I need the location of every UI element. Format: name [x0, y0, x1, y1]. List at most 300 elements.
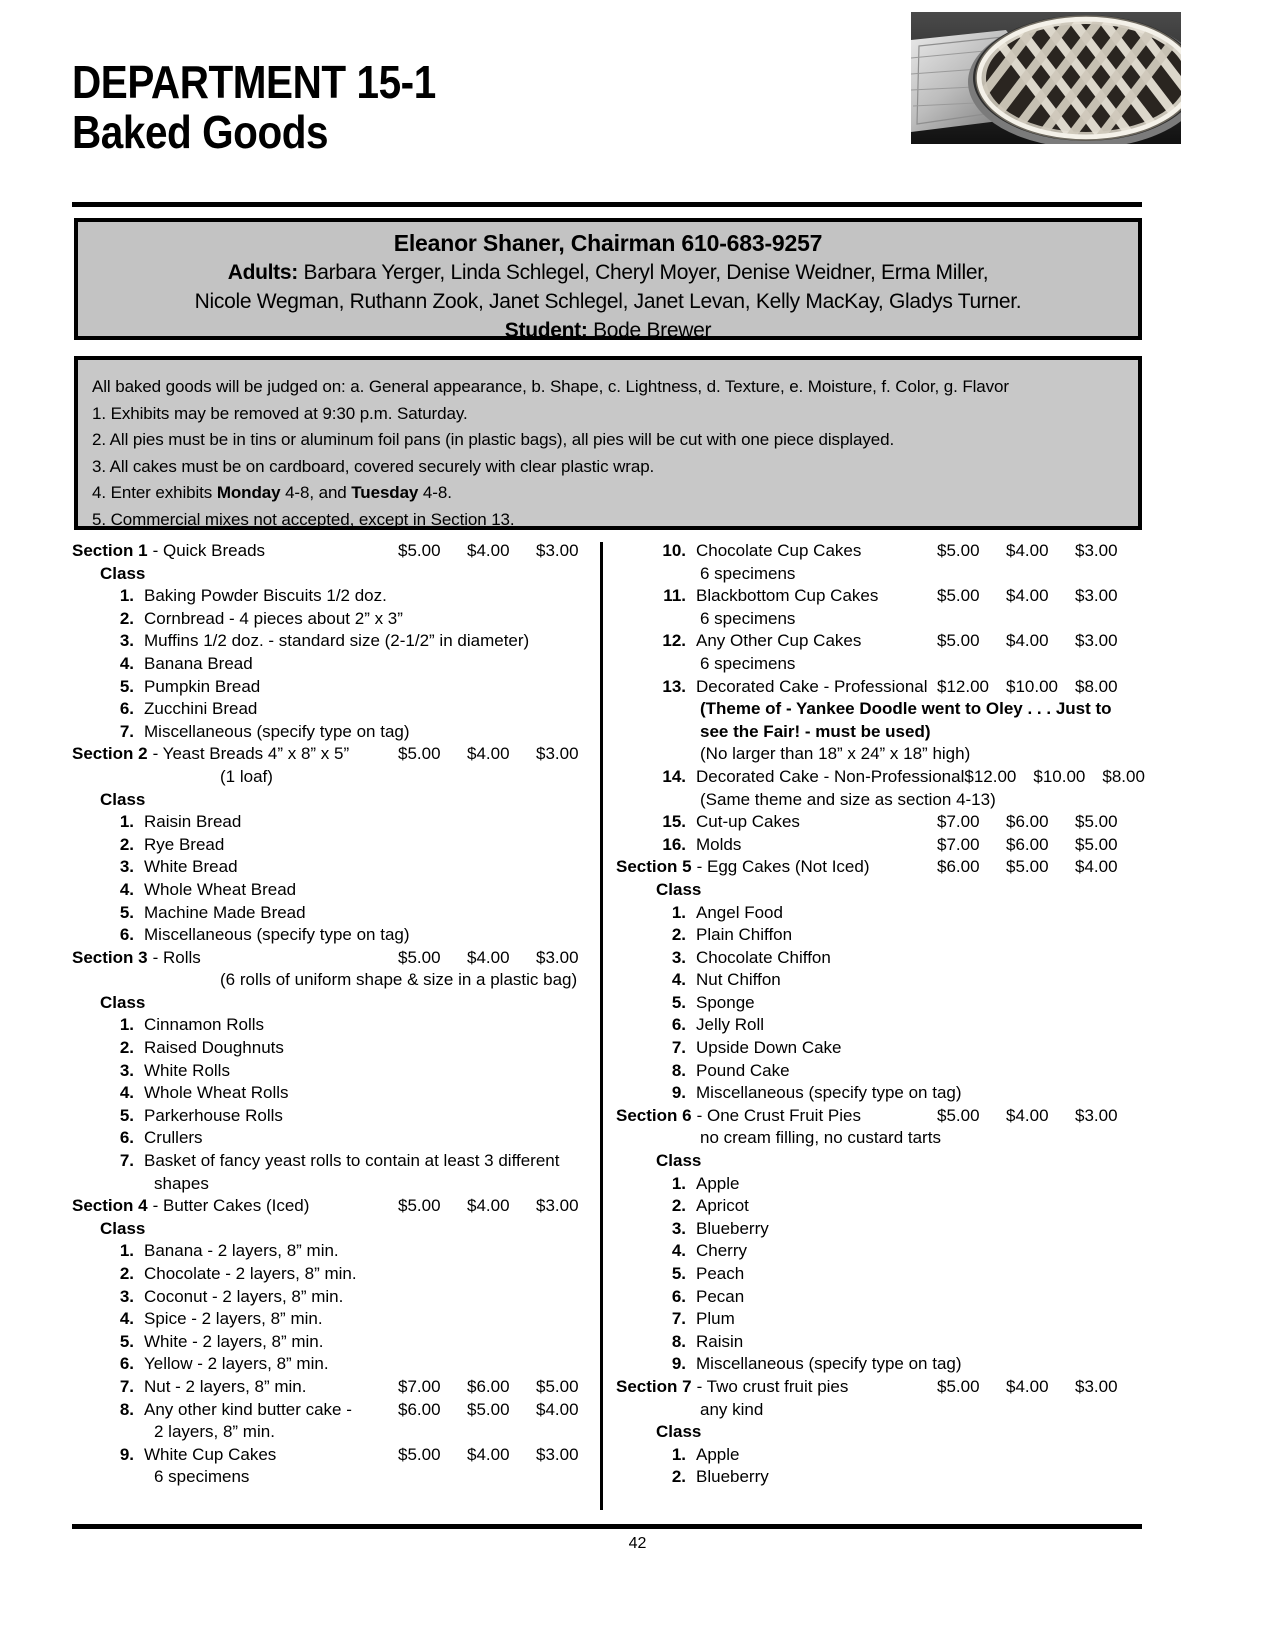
section-label: Section 1: [72, 541, 148, 560]
price-3: $3.00: [536, 1444, 579, 1464]
page-number: 42: [628, 1535, 647, 1552]
class-item-number: 3.: [119, 1060, 134, 1080]
price-1: $7.00: [937, 834, 980, 854]
class-item-number: 4.: [119, 1309, 134, 1329]
class-item-label: Parkerhouse Rolls: [144, 1105, 283, 1125]
class-item: [616, 1218, 1144, 1241]
price-group: [937, 585, 1144, 608]
class-item-number: 1.: [671, 1444, 686, 1464]
section-title: - One Crust Fruit Pies: [696, 1105, 861, 1125]
class-item-label: Plain Chiffon: [696, 925, 793, 945]
class-item-label: Any Other Cup Cakes: [696, 631, 862, 651]
price-2: $5.00: [467, 1399, 510, 1419]
class-item: [616, 1286, 1144, 1309]
student-label: Student:: [504, 318, 588, 342]
class-item: [616, 1240, 1144, 1263]
class-item-number: 3.: [671, 947, 686, 967]
class-item-label: Raisin: [696, 1331, 744, 1351]
section-heading: [72, 947, 600, 970]
class-item-number: 4.: [671, 970, 686, 990]
class-item-number: 9.: [671, 1083, 686, 1103]
class-item: [616, 1466, 1144, 1489]
class-item-label: Angel Food: [696, 902, 783, 922]
class-item-label: Banana Bread: [144, 653, 253, 673]
class-item: [72, 1331, 600, 1354]
class-item-label: Cut-up Cakes: [696, 812, 800, 832]
section-label: Section 7: [616, 1376, 692, 1396]
price-2: $5.00: [1006, 857, 1049, 877]
class-item-label: Apricot: [696, 1196, 749, 1216]
price-2: $6.00: [467, 1376, 510, 1396]
class-item-continuation: 6 specimens: [700, 653, 796, 673]
class-item-continuation: 6 specimens: [154, 1467, 250, 1487]
class-item-label: Crullers: [144, 1128, 203, 1148]
price-1: $12.00: [937, 676, 989, 696]
class-item-label: Decorated Cake - Professional: [696, 676, 928, 696]
rule-item-4: [92, 480, 1138, 507]
price-1: $5.00: [398, 947, 441, 967]
class-item-number: 15.: [662, 812, 686, 832]
chairman-name: Eleanor Shaner, Chairman 610-683-9257: [393, 230, 823, 256]
class-item-number: 1.: [671, 1173, 686, 1193]
price-2: $4.00: [467, 541, 510, 560]
class-item-number: 6.: [119, 699, 134, 719]
section-label: Section 6: [616, 1105, 692, 1125]
class-item-label: Baking Powder Biscuits 1/2 doz.: [144, 586, 387, 606]
price-3: $3.00: [536, 541, 579, 560]
class-item: [616, 902, 1144, 925]
rule-item-5: 5. Commercial mixes not accepted, except in Section 13.: [92, 509, 515, 529]
class-item: [72, 1037, 600, 1060]
class-item-number: 6.: [119, 1354, 134, 1374]
class-item: [72, 1286, 600, 1309]
price-3: $4.00: [536, 1399, 579, 1419]
price-1: $5.00: [398, 541, 441, 560]
class-heading: Class: [100, 992, 146, 1012]
price-group: [937, 1105, 1144, 1128]
price-group: [398, 1376, 600, 1399]
class-item-label: Blueberry: [696, 1218, 769, 1238]
class-item-note: (No larger than 18” x 24” x 18” high): [700, 744, 971, 764]
class-item-label: Upside Down Cake: [696, 1038, 842, 1058]
section-label: Section 3: [72, 947, 148, 967]
class-item: [616, 1353, 1144, 1376]
class-item-continuation: 6 specimens: [700, 608, 796, 628]
class-item-number: 7.: [119, 1376, 134, 1396]
class-item: [616, 1331, 1144, 1354]
price-group: [937, 856, 1144, 879]
class-item-label: White Rolls: [144, 1060, 230, 1080]
class-item: [72, 585, 600, 608]
class-item: [72, 1376, 600, 1399]
class-item-label: Plum: [696, 1309, 735, 1329]
section-title: - Rolls: [152, 947, 201, 967]
class-item-label: Cornbread - 4 pieces about 2” x 3”: [144, 608, 403, 628]
price-group: [937, 1376, 1144, 1399]
class-item-label: Chocolate Chiffon: [696, 947, 831, 967]
student-name: Bode Brewer: [593, 318, 712, 342]
class-item-label: Nut - 2 layers, 8” min.: [144, 1376, 307, 1396]
rule-item-1: 1. Exhibits may be removed at 9:30 p.m. Saturday.: [92, 403, 468, 423]
class-item: [72, 608, 600, 631]
class-item-number: 10.: [662, 541, 686, 560]
class-item: [616, 924, 1144, 947]
class-item-label: Yellow - 2 layers, 8” min.: [144, 1354, 329, 1374]
class-item-number: 1.: [119, 812, 134, 832]
section-title: - Quick Breads: [152, 541, 266, 560]
class-item-number: 7.: [119, 721, 134, 741]
class-item: [616, 834, 1144, 857]
price-1: $5.00: [937, 631, 980, 651]
price-1: $7.00: [398, 1376, 441, 1396]
price-3: $3.00: [1075, 631, 1118, 651]
class-item-number: 2.: [119, 834, 134, 854]
class-item-label: Cherry: [696, 1241, 748, 1261]
class-item-label: Zucchini Bread: [144, 699, 258, 719]
class-item: [72, 1105, 600, 1128]
class-item: [616, 1308, 1144, 1331]
class-item: [616, 969, 1144, 992]
class-item: [72, 1060, 600, 1083]
price-group: [937, 630, 1144, 653]
class-heading: Class: [100, 789, 146, 809]
class-item-number: 16.: [662, 834, 686, 854]
rule-item-3: 3. All cakes must be on cardboard, covered securely with clear plastic wrap.: [92, 456, 655, 476]
class-item: [72, 856, 600, 879]
price-group: [937, 540, 1144, 563]
section-note: any kind: [700, 1399, 764, 1419]
class-item-number: 14.: [662, 766, 686, 786]
price-1: $5.00: [398, 744, 441, 764]
class-item-label: Chocolate - 2 layers, 8” min.: [144, 1264, 357, 1283]
class-item-label: Coconut - 2 layers, 8” min.: [144, 1286, 344, 1306]
section-heading: [616, 1376, 1144, 1399]
class-item: [72, 676, 600, 699]
class-item-number: 4.: [671, 1241, 686, 1261]
class-item: [72, 721, 600, 744]
price-3: $3.00: [1075, 541, 1118, 560]
class-heading: Class: [656, 1422, 702, 1442]
class-item-number: 7.: [119, 1151, 134, 1171]
adults-line-1: [78, 259, 1138, 288]
class-item-number: 1.: [671, 902, 686, 922]
rule-4-prefix: 4. Enter exhibits: [92, 483, 217, 503]
class-item: [72, 834, 600, 857]
class-item-label: Whole Wheat Bread: [144, 879, 297, 899]
rule-4-monday: Monday: [216, 483, 281, 503]
rule-4-mid: 4-8, and: [280, 483, 352, 503]
class-item-number: 9.: [671, 1354, 686, 1374]
class-item-label: Pumpkin Bread: [144, 676, 261, 696]
class-item-label: Machine Made Bread: [144, 902, 306, 922]
class-item-number: 4.: [119, 653, 134, 673]
class-heading: Class: [100, 563, 146, 583]
class-item-number: 9.: [119, 1444, 134, 1464]
section-label: Section 4: [72, 1196, 148, 1216]
class-item-label: Muffins 1/2 doz. - standard size (2-1/2” in diameter): [144, 631, 530, 651]
column-divider: [600, 542, 603, 1510]
class-item-label: Nut Chiffon: [696, 970, 781, 990]
class-item-continuation: 2 layers, 8” min.: [154, 1422, 275, 1442]
class-item-number: 2.: [119, 1264, 134, 1283]
rule-judged-on: All baked goods will be judged on: a. General appearance, b. Shape, c. Lightness, d. Texture, e. Moisture, f. Color, g. Flavor: [92, 377, 1009, 396]
price-group: [937, 676, 1144, 699]
class-item-number: 4.: [119, 1083, 134, 1103]
class-item-theme-note: see the Fair! - must be used): [700, 721, 931, 741]
class-item: [616, 1037, 1144, 1060]
class-item-note: (Same theme and size as section 4-13): [700, 789, 996, 809]
class-item-number: 3.: [119, 857, 134, 877]
price-3: $3.00: [536, 947, 579, 967]
class-item: [616, 540, 1144, 563]
price-3: $3.00: [1075, 1376, 1118, 1396]
price-1: $5.00: [398, 1196, 441, 1216]
department-number: DEPARTMENT 15-1: [72, 56, 436, 108]
class-heading: Class: [656, 1151, 702, 1171]
price-group: [398, 1399, 600, 1422]
section-note: (6 rolls of uniform shape & size in a plastic bag): [220, 970, 578, 990]
class-item-label: Molds: [696, 834, 742, 854]
left-column: [72, 540, 600, 1489]
price-group: [398, 1444, 600, 1467]
class-item-label: Decorated Cake - Non-Professional: [696, 766, 965, 786]
class-item: [616, 1263, 1144, 1286]
class-item: [72, 1240, 600, 1263]
class-item: [72, 1014, 600, 1037]
price-1: $5.00: [398, 1444, 441, 1464]
class-item: [616, 1195, 1144, 1218]
price-2: $6.00: [1006, 834, 1049, 854]
price-3: $8.00: [1075, 676, 1118, 696]
class-item-number: 1.: [119, 1241, 134, 1261]
section-title: - Egg Cakes (Not Iced): [696, 857, 870, 877]
class-item: [72, 1082, 600, 1105]
class-item-number: 2.: [671, 1467, 686, 1487]
class-item-label: Basket of fancy yeast rolls to contain at least 3 different: [144, 1151, 560, 1171]
class-item-number: 7.: [671, 1309, 686, 1329]
class-item-label: Apple: [696, 1444, 740, 1464]
price-1: $5.00: [937, 1105, 980, 1125]
class-item: [72, 1263, 600, 1286]
class-item-number: 3.: [119, 1286, 134, 1306]
rule-item-2: 2. All pies must be in tins or aluminum foil pans (in plastic bags), all pies will be cut with one piece displayed.: [92, 430, 895, 450]
class-item-number: 2.: [119, 1038, 134, 1058]
class-item: [72, 1150, 600, 1173]
section-note: no cream filling, no custard tarts: [700, 1128, 941, 1148]
section-heading: [616, 856, 1144, 879]
class-item: [72, 1308, 600, 1331]
class-item-number: 1.: [119, 586, 134, 606]
price-1: $7.00: [937, 812, 980, 832]
price-group: [937, 834, 1144, 857]
class-item: [72, 902, 600, 925]
class-item-label: Sponge: [696, 992, 755, 1012]
class-item: [72, 811, 600, 834]
class-item: [616, 1173, 1144, 1196]
class-item: [616, 811, 1144, 834]
adults-names-1: Barbara Yerger, Linda Schlegel, Cheryl Moyer, Denise Weidner, Erma Miller,: [303, 261, 989, 285]
class-item-label: Spice - 2 layers, 8” min.: [144, 1309, 323, 1329]
class-item-number: 2.: [671, 925, 686, 945]
class-item-label: Raisin Bread: [144, 812, 242, 832]
class-item-label: Rye Bread: [144, 834, 225, 854]
class-item: [72, 879, 600, 902]
class-item: [72, 1444, 600, 1467]
class-item-label: Blackbottom Cup Cakes: [696, 586, 879, 606]
class-item: [616, 947, 1144, 970]
class-item-number: 6.: [671, 1015, 686, 1035]
class-item-label: Any other kind butter cake -: [144, 1399, 352, 1419]
price-3: $5.00: [1075, 812, 1118, 832]
class-item: [72, 1353, 600, 1376]
price-2: $4.00: [1006, 541, 1049, 560]
class-item-label: Miscellaneous (specify type on tag): [144, 925, 410, 945]
price-group: [398, 947, 600, 970]
price-3: $4.00: [1075, 857, 1118, 877]
class-item-label: White - 2 layers, 8” min.: [144, 1331, 324, 1351]
rule-4-suffix: 4-8.: [418, 483, 452, 503]
price-2: $4.00: [467, 744, 510, 764]
class-item: [72, 698, 600, 721]
price-1: $6.00: [937, 857, 980, 877]
class-item-label: Miscellaneous (specify type on tag): [696, 1354, 962, 1374]
price-1: $5.00: [937, 541, 980, 560]
page-title: [72, 58, 436, 157]
class-item-number: 6.: [119, 1128, 134, 1148]
class-item-label: Whole Wheat Rolls: [144, 1083, 289, 1103]
class-item: [616, 585, 1144, 608]
class-item-label: Miscellaneous (specify type on tag): [144, 721, 410, 741]
price-3: $5.00: [1075, 834, 1118, 854]
class-item: [616, 992, 1144, 1015]
section-title: - Butter Cakes (Iced): [152, 1196, 310, 1216]
price-2: $4.00: [1006, 631, 1049, 651]
section-heading: [616, 1105, 1144, 1128]
class-item-number: 5.: [671, 992, 686, 1012]
class-item-number: 6.: [671, 1286, 686, 1306]
class-item-number: 7.: [671, 1038, 686, 1058]
price-1: $12.00: [964, 766, 1017, 786]
class-item: [72, 630, 600, 653]
class-item-number: 5.: [671, 1264, 686, 1283]
class-item-number: 8.: [119, 1399, 134, 1419]
class-item: [616, 1082, 1144, 1105]
student-line: [78, 317, 1138, 346]
class-item-label: Apple: [696, 1173, 740, 1193]
class-item-number: 3.: [119, 631, 134, 651]
class-item: [616, 1060, 1144, 1083]
header-rule: [72, 202, 1142, 207]
price-2: $10.00: [1006, 676, 1058, 696]
class-item: [72, 924, 600, 947]
class-item-number: 5.: [119, 1105, 134, 1125]
price-group: [398, 743, 600, 766]
class-item-label: Jelly Roll: [696, 1015, 765, 1035]
class-item-number: 5.: [119, 1331, 134, 1351]
class-item-number: 13.: [662, 676, 686, 696]
price-2: $4.00: [1006, 1105, 1049, 1125]
class-item-continuation: 6 specimens: [700, 563, 796, 583]
class-item-label: Pound Cake: [696, 1060, 790, 1080]
class-item-number: 8.: [671, 1331, 686, 1351]
class-item: [616, 1444, 1144, 1467]
class-item-number: 2.: [671, 1196, 686, 1216]
class-item-number: 8.: [671, 1060, 686, 1080]
price-2: $10.00: [1033, 766, 1086, 786]
department-subtitle: Baked Goods: [72, 105, 329, 158]
price-1: $5.00: [937, 586, 980, 606]
price-2: $4.00: [467, 947, 510, 967]
class-item-label: Miscellaneous (specify type on tag): [696, 1083, 962, 1103]
adults-label: Adults:: [227, 261, 298, 285]
section-heading: [72, 743, 600, 766]
rules-box: [74, 356, 1142, 530]
rule-4-tuesday: Tuesday: [351, 483, 419, 503]
price-2: $6.00: [1006, 812, 1049, 832]
class-item-label: Cinnamon Rolls: [144, 1015, 264, 1035]
price-1: $5.00: [937, 1376, 980, 1396]
class-item-number: 5.: [119, 902, 134, 922]
price-3: $3.00: [536, 1196, 579, 1216]
price-group: [937, 811, 1144, 834]
section-label: Section 5: [616, 857, 692, 877]
section-title: - Two crust fruit pies: [696, 1376, 849, 1396]
price-3: $3.00: [536, 744, 579, 764]
class-item-label: Banana - 2 layers, 8” min.: [144, 1241, 339, 1261]
price-3: $8.00: [1102, 766, 1145, 786]
class-item-number: 1.: [119, 1015, 134, 1035]
class-item-number: 5.: [119, 676, 134, 696]
class-item-label: Peach: [696, 1264, 745, 1283]
price-2: $4.00: [1006, 586, 1049, 606]
section-label: Section 2: [72, 744, 148, 764]
price-1: $6.00: [398, 1399, 441, 1419]
class-item: [72, 653, 600, 676]
price-2: $4.00: [467, 1444, 510, 1464]
section-heading: [72, 540, 600, 563]
section-heading: [72, 1195, 600, 1218]
right-column: [616, 540, 1144, 1489]
class-item-label: Raised Doughnuts: [144, 1038, 284, 1058]
price-2: $4.00: [1006, 1376, 1049, 1396]
price-3: $3.00: [1075, 586, 1118, 606]
class-item-label: Pecan: [696, 1286, 745, 1306]
price-3: $5.00: [536, 1376, 579, 1396]
class-item-number: 2.: [119, 608, 134, 628]
class-item-label: Chocolate Cup Cakes: [696, 541, 862, 560]
section-note: (1 loaf): [220, 766, 273, 786]
class-item: [616, 676, 1144, 699]
class-heading: Class: [100, 1218, 146, 1238]
class-item: [616, 630, 1144, 653]
class-heading: Class: [656, 879, 702, 899]
footer-rule: [72, 1524, 1142, 1529]
class-item-number: 3.: [671, 1218, 686, 1238]
price-group: [964, 766, 1171, 789]
class-item-label: White Bread: [144, 857, 238, 877]
class-item: [616, 1014, 1144, 1037]
catalog-columns: [72, 540, 1144, 1515]
class-item-continuation: shapes: [154, 1173, 209, 1193]
price-group: [398, 1195, 600, 1218]
class-item: [72, 1127, 600, 1150]
price-2: $4.00: [467, 1196, 510, 1216]
class-item: [72, 1399, 600, 1422]
class-item-theme-note: (Theme of - Yankee Doodle went to Oley . . . Just to: [700, 699, 1112, 719]
class-item: [616, 766, 1144, 789]
lattice-pie-photo: [911, 12, 1181, 144]
adults-line-2: Nicole Wegman, Ruthann Zook, Janet Schlegel, Janet Levan, Kelly MacKay, Gladys Turner.: [194, 290, 1022, 314]
